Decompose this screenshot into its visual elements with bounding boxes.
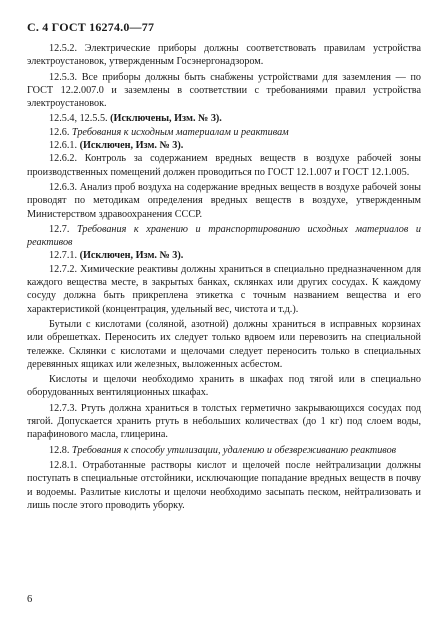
- clause-number: 12.5.2.: [49, 43, 78, 54]
- paragraph-acid-bottles: [27, 318, 421, 371]
- clause-text: Кислоты и щелочи необходимо хранить в шкафах под тягой или в специально оборудованных вентиляционных шкафах.: [27, 374, 421, 399]
- clause-text: Химические реактивы должны храниться в специально предназначенном для каждого вещества месте, в закрытых банках, склянках или других сосудах. К каждому сосуду должна быть прикреплена этикетка с точным названием вещества и его характеристикой (концентрация, удельный вес, чистота и т.д.).: [27, 263, 422, 315]
- clause-excluded-note: (Исключен, Изм. № 3).: [79, 250, 184, 262]
- section-title: Требования к хранению и транспортированию исходных материалов и реактивов: [27, 223, 422, 249]
- section-12-6-heading: [27, 126, 421, 139]
- clause-text: Электрические приборы должны соответствовать правилам устройства электроустановок, утвержденным Госэнергонадзором.: [27, 43, 422, 68]
- paragraph-12-5-4: [27, 112, 421, 125]
- clause-text: Анализ проб воздуха на содержание вредных веществ в воздухе рабочей зоны проводят по методикам определения вредных веществ в воздухе, утвержденным Министерством здравоохранения СССР.: [27, 181, 422, 220]
- document-page: [27, 20, 421, 610]
- clause-number: 12.6.3.: [49, 181, 78, 193]
- clause-number: 12.7.1.: [49, 250, 78, 262]
- paragraph-acid-storage: [27, 373, 421, 400]
- paragraph-12-7-1: [27, 249, 421, 262]
- clause-number: 12.6.1.: [49, 140, 78, 152]
- section-12-7-heading: [27, 223, 421, 250]
- clause-number: 12.6.2.: [49, 153, 78, 165]
- clause-number: 12.7.2.: [49, 263, 78, 275]
- page-header: С. 4 ГОСТ 16274.0—77: [27, 20, 155, 34]
- paragraph-12-6-2: [27, 152, 421, 179]
- paragraph-12-5-2: [27, 42, 421, 69]
- clause-number: 12.7.3.: [49, 402, 78, 414]
- clause-number: 12.5.4, 12.5.5.: [49, 113, 108, 125]
- clause-number: 12.8.1.: [49, 459, 78, 471]
- clause-text: Все приборы должны быть снабжены устройствами для заземления — по ГОСТ 12.2.007.0 и заземлены в соответствии с требованиями правил устройства электроустановок.: [27, 71, 421, 110]
- paragraph-12-7-3: [27, 402, 421, 442]
- paragraph-12-7-2: [27, 263, 421, 316]
- document-body: [27, 42, 421, 512]
- clause-number: 12.5.3.: [49, 71, 78, 83]
- paragraph-12-6-3: [27, 181, 421, 221]
- section-title: Требования к исходным материалам и реактивам: [71, 126, 289, 138]
- clause-excluded-note: (Исключен, Изм. № 3).: [79, 140, 184, 152]
- clause-text: Бутыли с кислотами (соляной, азотной) должны храниться в исправных корзинах или обрешетках. Переносить их следует только вдвоем или перевозить на специальной тележке. Склянки с кислотами и щелочами следует переносить только в специальных деревянных ящиках или железных, выложенных асбестом.: [27, 318, 421, 370]
- paragraph-12-5-3: [27, 71, 421, 111]
- clause-number: 12.8.: [49, 444, 70, 456]
- paragraph-12-8-1: [27, 459, 421, 512]
- clause-number: 12.7.: [49, 223, 70, 235]
- clause-text: Ртуть должна храниться в толстых герметично закрывающихся сосудах под тягой. Допускается хранить ртуть в небольших количествах (до 1 кг) под слоем воды, парафинового масла, глицерина.: [27, 402, 422, 441]
- section-title: Требования к способу утилизации, удалению и обезвреживанию реактивов: [71, 444, 397, 456]
- page-number: 6: [27, 594, 33, 605]
- clause-text: Контроль за содержанием вредных веществ в воздухе рабочей зоны производственных помещений должен проводиться по ГОСТ 12.1.007 и ГОСТ 12.1.005.: [27, 153, 421, 178]
- clause-number: 12.6.: [49, 126, 70, 138]
- clause-text: Отработанные растворы кислот и щелочей после нейтрализации должны поступать в специальные отстойники, исключающие попадание вредных веществ в почву и водоемы. Разлитые кислоты и щелочи необходимо засыпать песком, нейтрализовать и лишь после этого проводить уборку.: [27, 459, 421, 511]
- section-12-8-heading: [27, 444, 421, 457]
- paragraph-12-6-1: [27, 139, 421, 152]
- clause-excluded-note: (Исключены, Изм. № 3).: [110, 113, 222, 125]
